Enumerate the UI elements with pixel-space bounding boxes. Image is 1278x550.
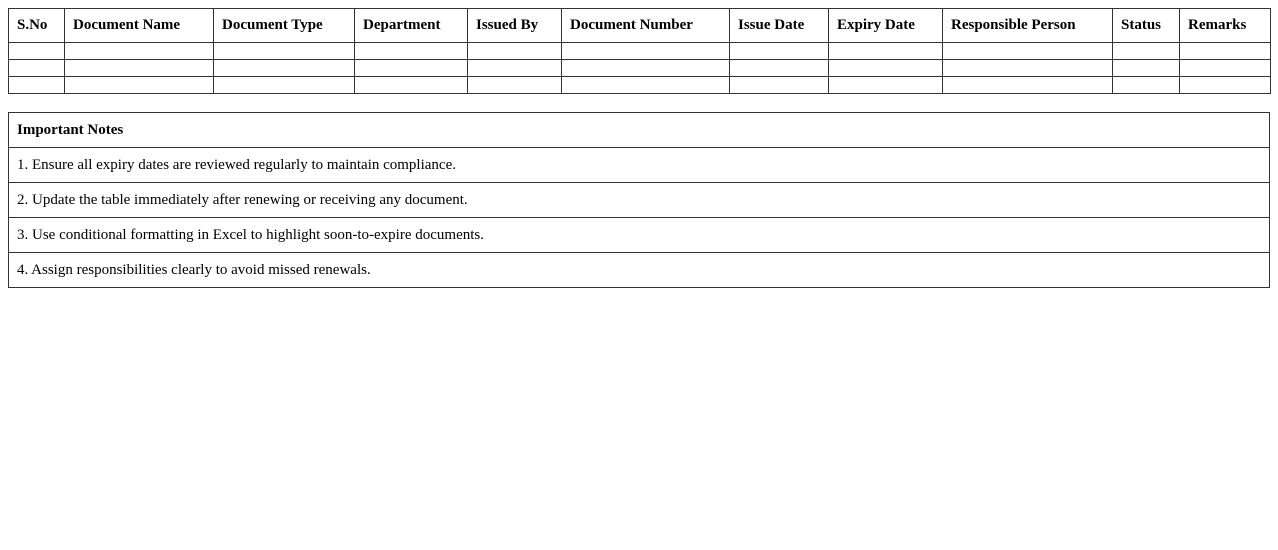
- table-cell[interactable]: [829, 43, 943, 60]
- note-row: [9, 218, 1270, 253]
- table-cell[interactable]: [214, 60, 355, 77]
- notes-title: Important Notes: [9, 113, 1270, 148]
- document-page: [8, 8, 1270, 288]
- table-cell[interactable]: [9, 77, 65, 94]
- note-row: [9, 253, 1270, 288]
- table-cell[interactable]: [829, 60, 943, 77]
- table-cell[interactable]: [355, 60, 468, 77]
- note-item: 2. Update the table immediately after renewing or receiving any document.: [9, 183, 1270, 218]
- column-header-status: Status: [1113, 9, 1180, 43]
- table-row: [9, 77, 1271, 94]
- table-cell[interactable]: [730, 77, 829, 94]
- table-cell[interactable]: [730, 43, 829, 60]
- table-cell[interactable]: [943, 60, 1113, 77]
- table-cell[interactable]: [1180, 60, 1271, 77]
- table-cell[interactable]: [468, 43, 562, 60]
- table-cell[interactable]: [829, 77, 943, 94]
- table-cell[interactable]: [65, 77, 214, 94]
- table-cell[interactable]: [65, 43, 214, 60]
- table-cell[interactable]: [943, 77, 1113, 94]
- table-cell[interactable]: [9, 43, 65, 60]
- column-header-remarks: Remarks: [1180, 9, 1271, 43]
- table-cell[interactable]: [355, 43, 468, 60]
- table-cell[interactable]: [1180, 77, 1271, 94]
- column-header-document-type: Document Type: [214, 9, 355, 43]
- table-cell[interactable]: [730, 60, 829, 77]
- column-header-issue-date: Issue Date: [730, 9, 829, 43]
- column-header-sno: S.No: [9, 9, 65, 43]
- table-cell[interactable]: [1180, 43, 1271, 60]
- note-row: [9, 183, 1270, 218]
- table-cell[interactable]: [1113, 60, 1180, 77]
- note-row: [9, 148, 1270, 183]
- column-header-document-name: Document Name: [65, 9, 214, 43]
- table-cell[interactable]: [562, 43, 730, 60]
- table-cell[interactable]: [355, 77, 468, 94]
- important-notes-table: [8, 112, 1270, 288]
- column-header-document-number: Document Number: [562, 9, 730, 43]
- table-row: [9, 43, 1271, 60]
- table-cell[interactable]: [468, 60, 562, 77]
- column-header-issued-by: Issued By: [468, 9, 562, 43]
- table-cell[interactable]: [1113, 77, 1180, 94]
- column-header-department: Department: [355, 9, 468, 43]
- table-cell[interactable]: [562, 77, 730, 94]
- document-tracker-table: [8, 8, 1271, 94]
- note-item: 3. Use conditional formatting in Excel to highlight soon-to-expire documents.: [9, 218, 1270, 253]
- note-item: 1. Ensure all expiry dates are reviewed regularly to maintain compliance.: [9, 148, 1270, 183]
- column-header-responsible-person: Responsible Person: [943, 9, 1113, 43]
- table-cell[interactable]: [468, 77, 562, 94]
- table-header-row: [9, 9, 1271, 43]
- notes-header-row: [9, 113, 1270, 148]
- table-cell[interactable]: [214, 77, 355, 94]
- note-item: 4. Assign responsibilities clearly to avoid missed renewals.: [9, 253, 1270, 288]
- table-cell[interactable]: [562, 60, 730, 77]
- table-row: [9, 60, 1271, 77]
- table-cell[interactable]: [943, 43, 1113, 60]
- table-cell[interactable]: [9, 60, 65, 77]
- table-cell[interactable]: [1113, 43, 1180, 60]
- column-header-expiry-date: Expiry Date: [829, 9, 943, 43]
- table-cell[interactable]: [214, 43, 355, 60]
- table-cell[interactable]: [65, 60, 214, 77]
